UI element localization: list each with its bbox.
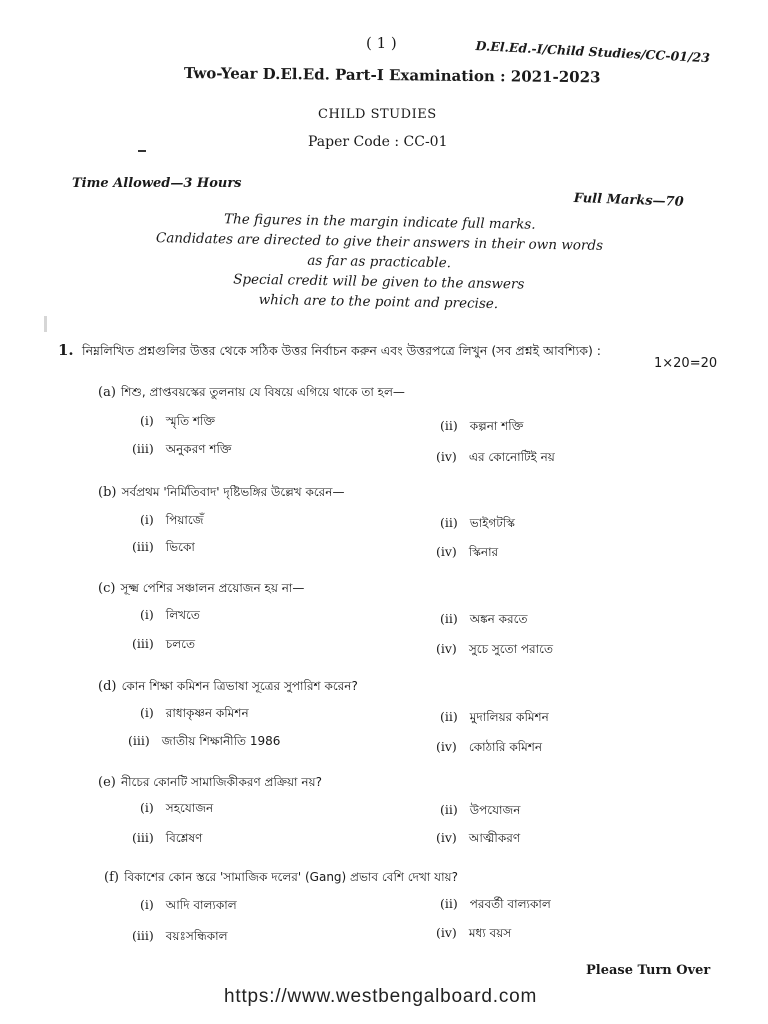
option [436,641,553,661]
option-text: জাতীয় শিক্ষানীতি 1986 [161,734,281,748]
option [436,830,520,850]
option-label: (i) [140,413,154,428]
option-label: (ii) [440,611,458,626]
subquestion-f [104,866,458,889]
option [132,539,195,559]
page-number: ( 1 ) [366,34,397,52]
subquestion-d [98,675,358,698]
option-label: (iii) [132,928,154,943]
paper-reference: D.El.Ed.-I/Child Studies/CC-01/23 [475,38,711,66]
option [140,512,203,532]
option [128,733,280,753]
option [440,418,523,438]
option-text: এর কোনোটিই নয় [468,450,555,464]
option [436,925,511,945]
subquestion-text: শিশু, প্রাপ্তবয়স্কের তুলনায় যে বিষয়ে এগিয়ে থাকে তা হল— [121,385,405,399]
option-text: চলতে [165,637,195,651]
option [140,800,213,820]
option [440,896,551,916]
option-text: সুচে সুতো পরাতে [468,642,553,656]
option [440,515,515,535]
option-label: (iv) [436,449,457,464]
option-text: সহযোজন [165,801,214,815]
option-text: মধ্য বয়স [468,926,512,940]
option [140,413,215,433]
option [436,544,498,564]
option-text: কল্পনা শক্তি [469,419,524,433]
option [132,441,232,461]
subquestion-label: (e) [98,775,116,790]
subquestion-c [98,577,304,600]
option-text: স্কিনার [468,545,499,559]
option-text: মুদালিয়র কমিশন [469,710,549,724]
subquestion-a [98,381,405,404]
option-label: (ii) [440,802,458,817]
option-text: অঙ্কন করতে [469,612,528,626]
question-text: নিম্নলিখিত প্রশ্নগুলির উত্তর থেকে সঠিক উত্তর নির্বাচন করুন এবং উত্তরপত্রে লিখুন (সব প্রশ্নই আবশ্যিক) : [82,343,602,358]
option [140,705,249,725]
instruction-line: Candidates are directed to give their answers in their own words [155,230,604,254]
subquestion-text: নীচের কোনটি সামাজিকীকরণ প্রক্রিয়া নয়? [120,775,322,789]
subquestion-e [98,771,322,794]
option-text: বয়ঃসন্ধিকাল [165,929,228,943]
option-text: আত্মীকরণ [468,831,521,845]
option [140,897,237,917]
subquestion-label: (c) [98,581,116,596]
option [436,739,542,759]
option-label: (i) [140,705,154,720]
subquestion-b [98,481,344,504]
option-text: পরবর্তী বাল্যকাল [469,897,551,911]
subject-title: CHILD STUDIES [318,107,437,122]
full-marks: Full Marks—70 [573,191,684,210]
option [436,449,555,469]
instruction-line: Special credit will be given to the answers [233,271,525,293]
option [132,928,228,948]
option-label: (ii) [440,515,458,530]
option [440,709,549,729]
option-label: (iii) [132,539,154,554]
option-label: (iv) [436,925,457,940]
option-label: (i) [140,800,154,815]
option-text: আদি বাল্যকাল [165,898,237,912]
scan-speck [44,316,47,332]
option-label: (iv) [436,641,457,656]
instruction-line: The figures in the margin indicate full marks. [223,211,536,233]
option-label: (i) [140,512,154,527]
website-link[interactable]: https://www.westbengalboard.com [224,986,538,1007]
option-text: পিয়াজেঁ [165,513,204,527]
question-number: 1. [58,341,74,359]
subquestion-label: (f) [104,870,119,885]
option-text: লিখতে [165,608,200,622]
option-text: ভিকো [165,540,195,554]
instruction-line: as far as practicable. [307,252,452,272]
option-label: (i) [140,607,154,622]
please-turn-over: Please Turn Over [586,963,711,978]
option-label: (iv) [436,544,457,559]
option-label: (i) [140,897,154,912]
option-label: (iii) [128,733,150,748]
option-label: (iii) [132,830,154,845]
option-text: স্মৃতি শক্তি [165,414,216,428]
instruction-line: which are to the point and precise. [258,291,499,313]
option [140,607,200,627]
scan-mark [138,150,146,152]
option [440,802,520,822]
option-label: (iii) [132,441,154,456]
option-label: (iv) [436,830,457,845]
option [132,636,195,656]
option-text: রাধাকৃষ্ণন কমিশন [165,706,249,720]
option [132,830,202,850]
subquestion-text: কোন শিক্ষা কমিশন ত্রিভাষা সূত্রের সুপারিশ করেন? [121,679,358,693]
option-label: (ii) [440,896,458,911]
option-text: অনুকরণ শক্তি [165,442,232,456]
option-label: (iii) [132,636,154,651]
question-marks: 1×20=20 [654,356,718,371]
option-text: বিশ্লেষণ [165,831,203,845]
option [440,611,527,631]
subquestion-text: বিকাশের কোন স্তরে 'সামাজিক দলের' (Gang) প্রভাব বেশি দেখা যায়? [124,870,458,884]
subquestion-label: (d) [98,679,117,694]
option-label: (ii) [440,418,458,433]
option-text: ভাইগটস্কি [469,516,515,530]
option-label: (ii) [440,709,458,724]
subquestion-label: (a) [98,385,116,400]
paper-code: Paper Code : CC-01 [308,134,448,150]
exam-title: Two-Year D.El.Ed. Part-I Examination : 2021-2023 [183,64,601,87]
time-allowed: Time Allowed—3 Hours [72,176,242,191]
subquestion-label: (b) [98,485,117,500]
option-label: (iv) [436,739,457,754]
instructions-block [128,208,630,317]
option-text: উপযোজন [469,803,521,817]
subquestion-text: সর্বপ্রথম 'নির্মিতিবাদ' দৃষ্টিভঙ্গির উল্লেখ করেন— [121,485,345,499]
option-text: কোঠারি কমিশন [468,740,543,754]
subquestion-text: সূক্ষ্ম পেশির সঞ্চালন প্রয়োজন হয় না— [120,581,305,595]
